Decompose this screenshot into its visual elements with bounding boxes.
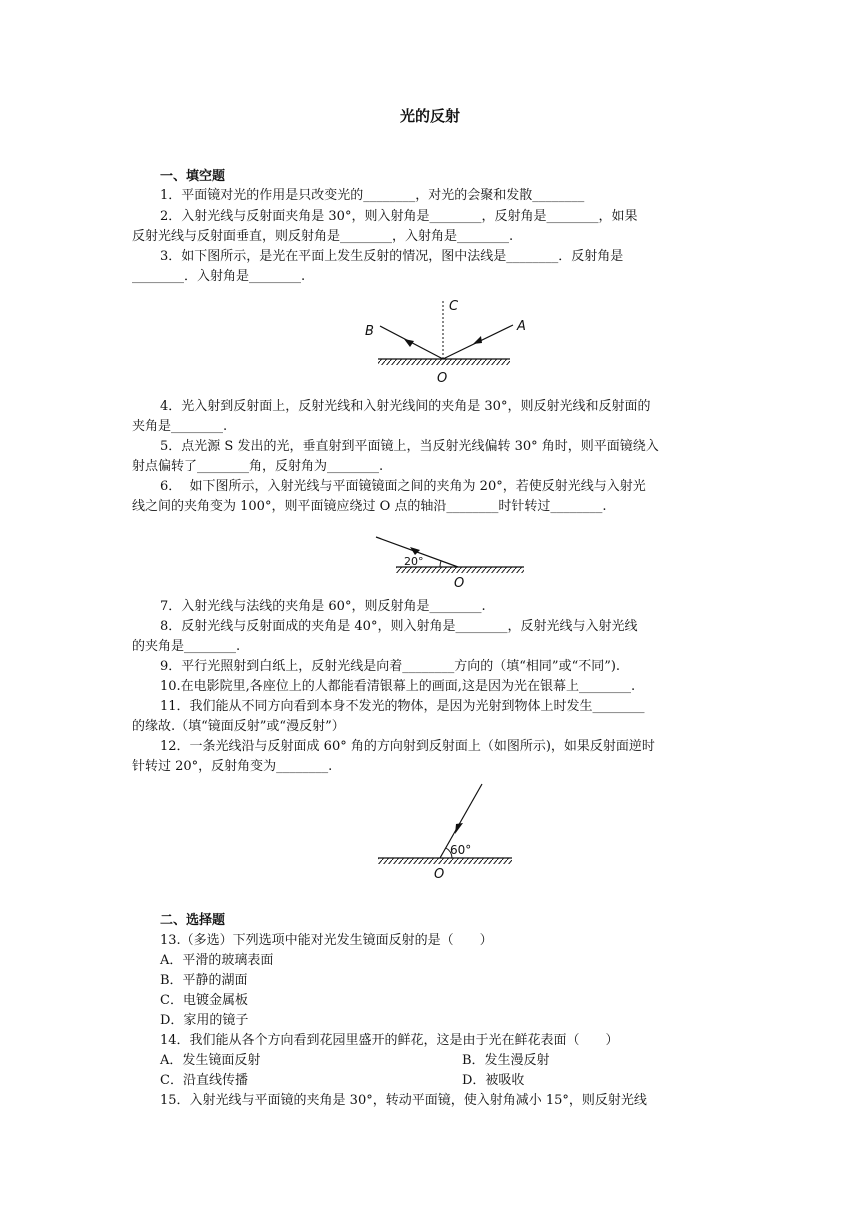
question-11-cont: 的缘故.（填“镜面反射”或“漫反射”）: [132, 719, 345, 734]
section-choice-heading: 二、选择题: [160, 913, 226, 928]
question-8: 8．反射光线与反射面成的夹角是 40°，则入射角是________，反射光线与入射光线: [160, 619, 638, 634]
angle-label: 20°: [404, 555, 424, 568]
option-14-d: D．被吸收: [462, 1073, 525, 1088]
question-10: 10.在电影院里,各座位上的人都能看清银幕上的画面,这是因为光在银幕上________.: [160, 679, 636, 694]
label-o: O: [437, 371, 448, 386]
incident-arrowhead: [455, 823, 463, 834]
figure-reflection-3: [372, 782, 517, 882]
question-2-cont: 反射光线与反射面垂直，则反射角是________，入射角是________.: [132, 229, 514, 244]
option-14-c: C．沿直线传播: [160, 1073, 248, 1088]
label-c: C: [449, 299, 459, 314]
question-13: 13.（多选）下列选项中能对光发生镜面反射的是（ ）: [160, 933, 493, 948]
page-title: 光的反射: [399, 107, 460, 125]
section-fill-heading: 一、填空题: [160, 169, 226, 184]
option-14-b: B．发生漫反射: [462, 1053, 550, 1068]
label-o: O: [434, 867, 445, 882]
label-a: A: [517, 319, 526, 334]
incident-arrowhead: [473, 336, 482, 344]
question-6-cont: 线之间的夹角变为 100°，则平面镜应绕过 O 点的轴沿________时针转过________.: [132, 499, 607, 514]
question-6: 6． 如下图所示，入射光线与平面镜镜面之间的夹角为 20°，若使反射光线与入射光: [160, 479, 646, 494]
question-4-cont: 夹角是________.: [132, 419, 228, 434]
option-13-a: A．平滑的玻璃表面: [160, 953, 274, 968]
option-14-a: A．发生镜面反射: [160, 1053, 261, 1068]
question-3-cont: ________．入射角是________.: [132, 269, 306, 284]
option-13-d: D．家用的镜子: [160, 1013, 249, 1028]
question-5: 5．点光源 S 发出的光，垂直射到平面镜上，当反射光线偏转 30° 角时，则平面镜绕入: [160, 439, 659, 454]
reflected-arrowhead: [404, 339, 414, 347]
incident-arrowhead: [410, 547, 420, 555]
question-8-cont: 的夹角是________.: [132, 639, 241, 654]
question-2: 2．入射光线与反射面夹角是 30°，则入射角是________，反射角是________，如果: [160, 209, 638, 224]
mirror-hatching: [378, 359, 510, 365]
option-13-b: B．平静的湖面: [160, 973, 248, 988]
option-13-c: C．电镀金属板: [160, 993, 248, 1008]
figure-reflection-1: [360, 295, 526, 386]
label-o: O: [454, 576, 465, 591]
mirror-hatching: [378, 858, 512, 864]
figure-reflection-2: [370, 533, 530, 591]
question-9: 9．平行光照射到白纸上，反射光线是向着________方向的（填“相同”或“不同”).: [160, 659, 621, 674]
question-1: 1．平面镜对光的作用是只改变光的________，对光的会聚和发散________: [160, 188, 585, 203]
question-11: 11．我们能从不同方向看到本身不发光的物体，是因为光射到物体上时发生________: [160, 699, 645, 714]
angle-label: 60°: [450, 843, 472, 857]
angle-arc: [440, 561, 441, 567]
question-15: 15．入射光线与平面镜的夹角是 30°，转动平面镜，使入射角减小 15°，则反射光线: [160, 1093, 647, 1108]
question-5-cont: 射点偏转了________角，反射角为________.: [132, 459, 384, 474]
question-12: 12．一条光线沿与反射面成 60° 角的方向射到反射面上（如图所示)，如果反射面逆时: [160, 739, 655, 754]
question-14: 14．我们能从各个方向看到花园里盛开的鲜花，这是由于光在鲜花表面（ ）: [160, 1033, 619, 1048]
question-4: 4．光入射到反射面上，反射光线和入射光线间的夹角是 30°，则反射光线和反射面的: [160, 399, 651, 414]
label-b: B: [365, 324, 374, 339]
question-12-cont: 针转过 20°，反射角变为________.: [132, 759, 333, 774]
question-7: 7．入射光线与法线的夹角是 60°，则反射角是________.: [160, 599, 486, 614]
question-3: 3．如下图所示，是光在平面上发生反射的情况，图中法线是________．反射角是: [160, 249, 624, 264]
